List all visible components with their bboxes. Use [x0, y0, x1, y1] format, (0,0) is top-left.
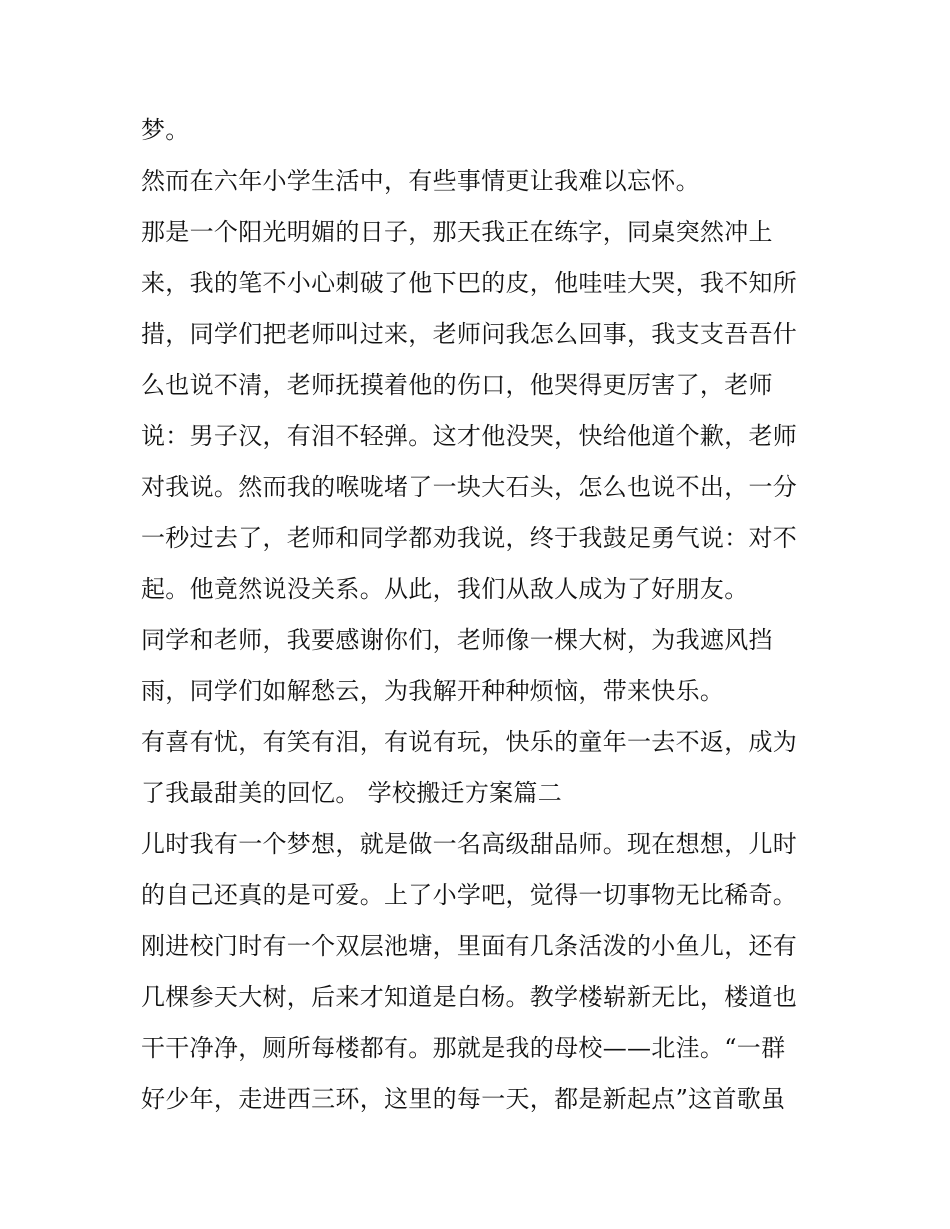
- text-line: 来，我的笔不小心刺破了他下巴的皮，他哇哇大哭，我不知所: [141, 269, 798, 297]
- text-line: 措，同学们把老师叫过来，老师问我怎么回事，我支支吾吾什: [141, 320, 798, 348]
- text-line: 说：男子汉，有泪不轻弹。这才他没哭，快给他道个歉，老师: [141, 422, 798, 450]
- text-line: 一秒过去了，老师和同学都劝我说，终于我鼓足勇气说：对不: [141, 524, 798, 552]
- text-line: 刚进校门时有一个双层池塘，里面有几条活泼的小鱼儿，还有: [141, 932, 798, 960]
- text-line: 雨，同学们如解愁云，为我解开种种烦恼，带来快乐。: [141, 677, 725, 705]
- text-line: 儿时我有一个梦想，就是做一名高级甜品师。现在想想，儿时: [141, 830, 798, 858]
- text-line: 的自己还真的是可爱。上了小学吧，觉得一切事物无比稀奇。: [141, 881, 798, 909]
- text-line: 起。他竟然说没关系。从此，我们从敌人成为了好朋友。: [141, 575, 749, 603]
- text-line: 好少年，走进西三环，这里的每一天，都是新起点”这首歌虽: [141, 1085, 786, 1113]
- text-line: 那是一个阳光明媚的日子，那天我正在练字，同桌突然冲上: [141, 218, 773, 246]
- text-line: 然而在六年小学生活中，有些事情更让我难以忘怀。: [141, 167, 700, 195]
- section-heading-line: 了我最甜美的回忆。 学校搬迁方案篇二: [141, 779, 563, 807]
- text-line: 干干净净，厕所每楼都有。那就是我的母校——北洼。“一群: [141, 1034, 786, 1062]
- text-line: 几棵参天大树，后来才知道是白杨。教学楼崭新无比，楼道也: [141, 983, 798, 1011]
- body-text: [141, 105, 821, 1125]
- text-line: 对我说。然而我的喉咙堵了一块大石头，怎么也说不出，一分: [141, 473, 798, 501]
- text-line: 同学和老师，我要感谢你们，老师像一棵大树，为我遮风挡: [141, 626, 773, 654]
- text-line: 有喜有忧，有笑有泪，有说有玩，快乐的童年一去不返，成为: [141, 728, 798, 756]
- text-line: 么也说不清，老师抚摸着他的伤口，他哭得更厉害了，老师: [141, 371, 773, 399]
- text-line: 梦。: [141, 116, 190, 144]
